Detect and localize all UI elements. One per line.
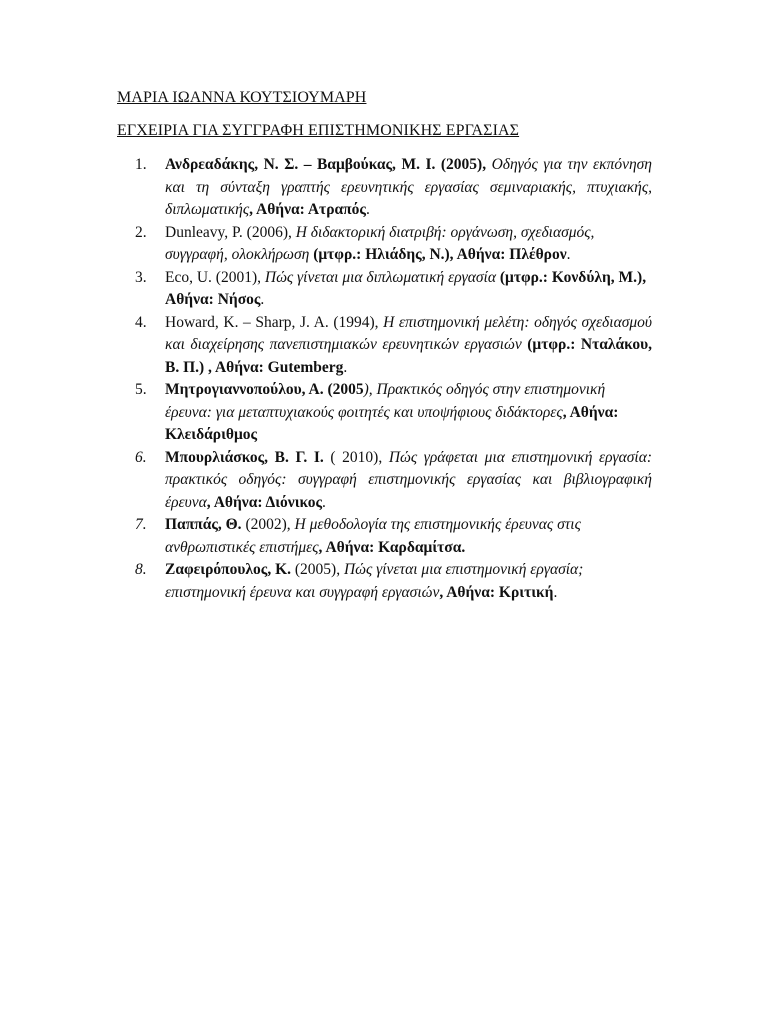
- reference-item-7: [112, 514, 652, 559]
- reference-translator-publisher: (μτφρ.: Κονδύλη, Μ.), Αθήνα: Νήσος: [165, 268, 647, 308]
- reference-title: Πώς γράφεται μια επιστημονική εργασία: πρακτικός οδηγός: συγγραφή επιστημονικής εργασίας και βιβλιογραφική έρευνα: [165, 448, 653, 511]
- reference-item-8: [112, 559, 652, 604]
- reference-item-2: [112, 222, 652, 267]
- reference-list: [112, 154, 652, 604]
- reference-item-4: [112, 312, 652, 380]
- reference-item-1: [112, 154, 652, 222]
- reference-authors: Howard, K. – Sharp, J. A. (1994),: [165, 313, 379, 331]
- reference-item-5: [112, 379, 652, 447]
- reference-number: 4.: [135, 313, 147, 331]
- reference-translator-publisher: (μτφρ.: Νταλάκου, Β. Π.) , Αθήνα: Gutemberg: [165, 336, 652, 376]
- reference-number: 3.: [135, 268, 147, 286]
- reference-publisher: , Αθήνα: Διόνικος: [206, 493, 322, 511]
- reference-item-3: [112, 267, 652, 312]
- reference-year: (2002),: [245, 516, 291, 533]
- reference-translator-publisher: (μτφρ.: Ηλιάδης, Ν.), Αθήνα: Πλέθρον: [313, 246, 567, 263]
- reference-authors-name: Μπουρλιάσκος, Β. Γ. Ι.: [165, 448, 324, 466]
- reference-year: ( 2010),: [330, 448, 383, 466]
- reference-end: .: [343, 358, 348, 376]
- reference-number: 8.: [135, 561, 147, 578]
- reference-authors-name: Παππάς, Θ.: [165, 516, 242, 533]
- reference-authors: Dunleavy, P. (2006),: [165, 223, 292, 241]
- reference-authors: Eco, U. (2001),: [165, 268, 261, 286]
- reference-number: 5.: [135, 381, 147, 398]
- reference-title: ), Πρακτικός οδηγός στην επιστημονική έρευνα: για μεταπτυχιακούς φοιτητές και υποψήφιους διδάκτορες: [165, 381, 606, 421]
- reference-publisher: , Αθήνα: Κλειδάριθμος: [165, 403, 619, 443]
- reference-publisher: , Αθήνα: Κριτική: [439, 583, 554, 601]
- document-title: ΕΓΧΕΙΡΙΑ ΓΙΑ ΣΥΓΓΡΑΦΗ ΕΠΙΣΤΗΜΟΝΙΚΗΣ ΕΡΓΑΣΙΑΣ: [117, 122, 520, 139]
- reference-title: Η επιστημονική μελέτη: οδηγός σχεδιασμού και διαχείρησης πανεπιστημιακών ερευνητικών εργασιών: [165, 313, 652, 353]
- reference-number: 6.: [135, 448, 147, 466]
- reference-title: Η μεθοδολογία της επιστημονικής έρευνας στις ανθρωπιστικές επιστήμες: [165, 516, 581, 556]
- reference-title: Πώς γίνεται μια διπλωματική εργασία: [264, 268, 496, 286]
- reference-authors: Ανδρεαδάκης, Ν. Σ. – Βαμβούκας, Μ. Ι. (2005),: [165, 156, 487, 173]
- reference-end: .: [365, 201, 370, 218]
- reference-number: 2.: [135, 223, 147, 241]
- reference-title: Η διδακτορική διατριβή: οργάνωση, σχεδιασμός, συγγραφή, ολοκλήρωση: [165, 223, 595, 263]
- reference-publisher: , Αθήνα: Καρδαμίτσα.: [318, 538, 466, 556]
- reference-item-6: [112, 447, 652, 515]
- reference-end: .: [566, 246, 571, 263]
- reference-authors-name: Ζαφειρόπουλος, Κ.: [165, 561, 292, 578]
- reference-title: Οδηγός για την εκπόνηση και τη σύνταξη γραπτής ερευνητικής εργασίας σεμιναριακής, πτυχιακής, διπλωματικής: [165, 156, 652, 218]
- reference-end: .: [322, 493, 326, 511]
- reference-publisher: , Αθήνα: Ατραπός: [249, 201, 366, 218]
- reference-end: .: [553, 583, 558, 601]
- reference-year: (2005),: [294, 561, 341, 578]
- author-heading: ΜΑΡΙΑ ΙΩΑΝΝΑ ΚΟΥΤΣΙΟΥΜΑΡΗ: [117, 89, 367, 106]
- reference-number: 1.: [135, 156, 147, 173]
- reference-title: Πώς γίνεται μια επιστημονική εργασία; επιστημονική έρευνα και συγγραφή εργασιών: [165, 561, 584, 601]
- reference-number: 7.: [135, 516, 147, 533]
- reference-authors: Μητρογιαννοπούλου, Α. (2005: [165, 381, 364, 398]
- reference-end: .: [260, 291, 265, 308]
